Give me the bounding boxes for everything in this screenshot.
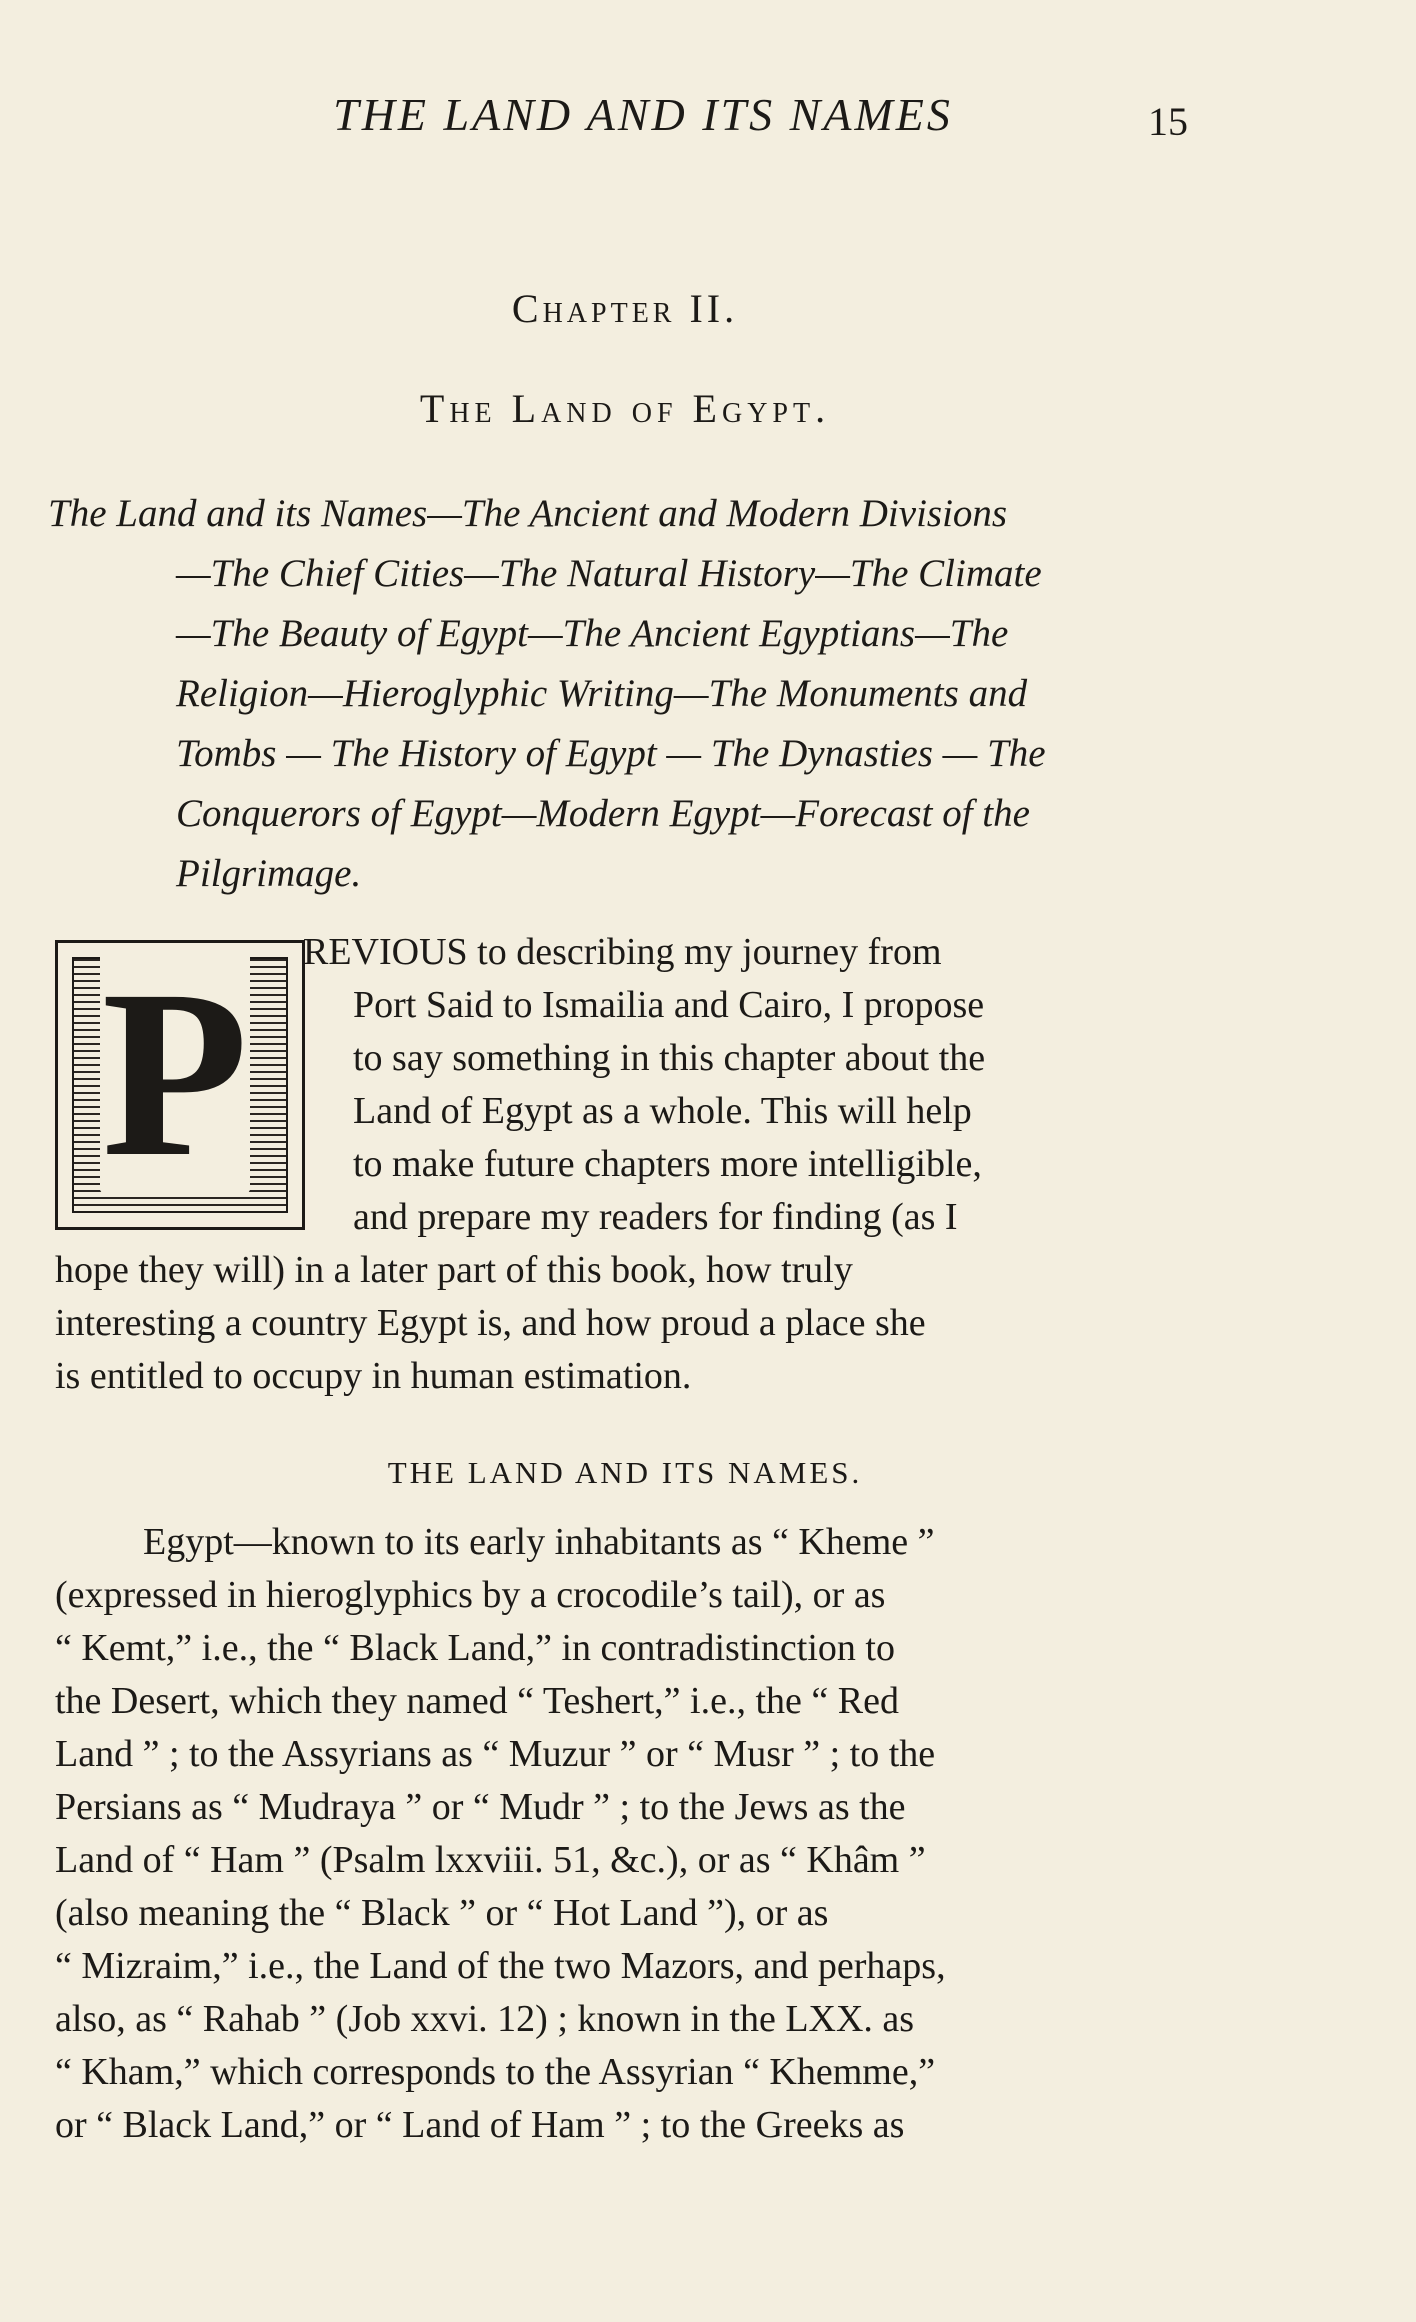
running-head: THE LAND AND ITS NAMES [333,89,953,140]
body-line: hope they will) in a later part of this book, how truly [55,1249,853,1291]
body-line: Port Said to Ismailia and Cairo, I propose [353,984,985,1026]
body-line: Egypt—known to its early inhabitants as “ Kheme ” [143,1521,935,1563]
chapter-number: Chapter II. [511,286,739,331]
body-line: interesting a country Egypt is, and how proud a place she [55,1302,926,1344]
body-line: or “ Black Land,” or “ Land of Ham ” ; to the Greeks as [55,2104,905,2146]
chapter-title: The Land of Egypt. [419,386,831,431]
synopsis-line: Conquerors of Egypt—Modern Egypt—Forecast of the [176,792,1030,835]
body-line: “ Kemt,” i.e., the “ Black Land,” in contradistinction to [55,1627,895,1669]
synopsis-line: Tombs — The History of Egypt — The Dynasties — The [176,732,1046,775]
body-line: to say something in this chapter about the [353,1037,986,1079]
synopsis-line: Pilgrimage. [176,852,362,895]
chapter-synopsis [48,484,1200,904]
ornamental-drop-cap [55,940,305,1230]
section-heading: THE LAND AND ITS NAMES. [387,1455,863,1490]
body-line: (also meaning the “ Black ” or “ Hot Land ”), or as [55,1892,829,1934]
drop-cap-letter: P [101,940,249,1206]
synopsis-line: —The Chief Cities—The Natural History—The Climate [176,552,1042,595]
body-line: and prepare my readers for finding (as I [353,1196,958,1238]
body-line: also, as “ Rahab ” (Job xxvi. 12) ; known in the LXX. as [55,1998,915,2040]
body-line: Land of “ Ham ” (Psalm lxxviii. 51, &c.), or as “ Khâm ” [55,1839,926,1881]
synopsis-line: The Land and its Names—The Ancient and Modern Divisions [48,492,1008,535]
body-line: to make future chapters more intelligible, [353,1143,982,1185]
body-line: (expressed in hieroglyphics by a crocodile’s tail), or as [55,1574,886,1616]
body-line: Persians as “ Mudraya ” or “ Mudr ” ; to the Jews as the [55,1786,906,1828]
body-line: Land ” ; to the Assyrians as “ Muzur ” or “ Musr ” ; to the [55,1733,936,1775]
body-line: “ Kham,” which corresponds to the Assyrian “ Khemme,” [55,2051,936,2093]
page-number: 15 [1148,99,1188,144]
body-line: REVIOUS to describing my journey from [303,931,942,973]
body-line: Land of Egypt as a whole. This will help [353,1090,972,1132]
synopsis-line: Religion—Hieroglyphic Writing—The Monuments and [176,672,1028,715]
body-line: the Desert, which they named “ Teshert,” i.e., the “ Red [55,1680,899,1722]
body-line: “ Mizraim,” i.e., the Land of the two Mazors, and perhaps, [55,1945,946,1987]
body-line: is entitled to occupy in human estimation. [55,1355,692,1397]
synopsis-line: —The Beauty of Egypt—The Ancient Egyptians—The [176,612,1009,655]
